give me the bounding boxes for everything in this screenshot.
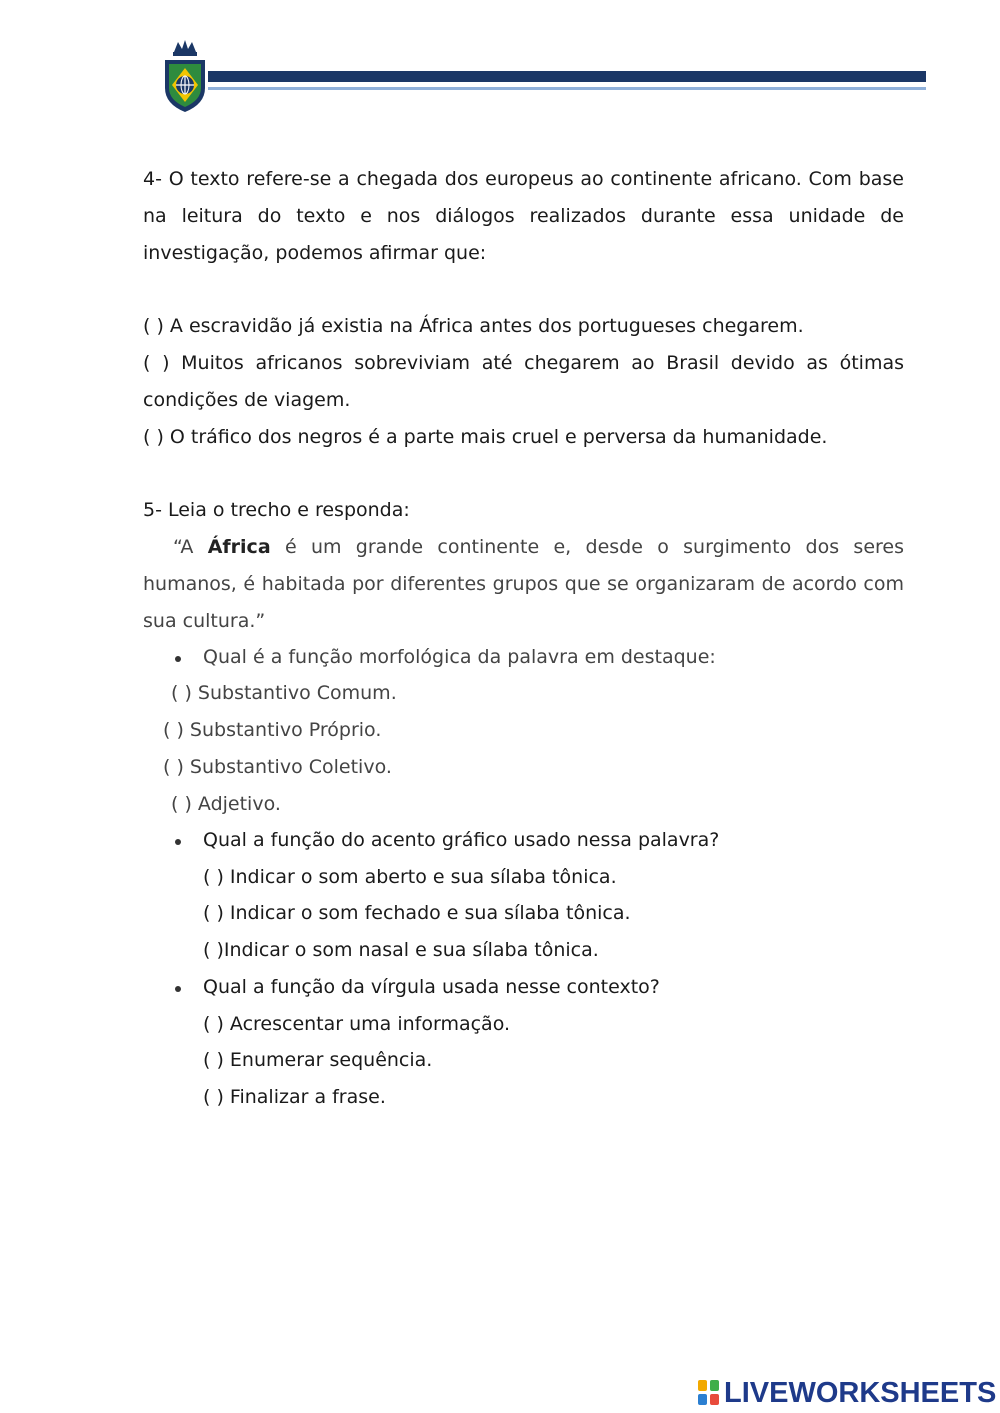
quote-highlight-word: África: [207, 536, 271, 558]
header-bar-light: [208, 87, 926, 90]
page-header: [160, 38, 930, 118]
q5-sub1-option-3[interactable]: ( ) Substantivo Coletivo.: [163, 756, 392, 778]
liveworksheets-grid-icon: [698, 1380, 720, 1406]
quote-start: “A: [173, 536, 208, 558]
q5-sub1-option-4[interactable]: ( ) Adjetivo.: [171, 793, 281, 815]
q5-prompt: 5- Leia o trecho e responda:: [143, 499, 410, 521]
liveworksheets-logo-text: LIVEWORKSHEETS: [724, 1377, 997, 1409]
q5-sub2-option-3[interactable]: ( )Indicar o som nasal e sua sílaba tônica.: [203, 939, 599, 961]
q5-sub1-question: Qual é a função morfológica da palavra em destaque:: [203, 646, 716, 668]
q5-sub1-option-1[interactable]: ( ) Substantivo Comum.: [171, 682, 397, 704]
q5-sub3-question: Qual a função da vírgula usada nesse contexto?: [203, 976, 660, 998]
q5-sub3-option-2[interactable]: ( ) Enumerar sequência.: [203, 1049, 433, 1071]
header-bar-dark: [208, 71, 926, 82]
q5-sub3-option-3[interactable]: ( ) Finalizar a frase.: [203, 1086, 386, 1108]
quote-end: é um grande continente e, desde o surgimento dos seres humanos, é habitada por diferentes grupos que se organizaram de acordo com sua cultura.”: [143, 536, 904, 632]
bullet-icon: [175, 986, 181, 992]
q4-prompt: 4- O texto refere-se a chegada dos europeus ao continente africano. Com base na leitura do texto e nos diálogos realizados durante essa unidade de investigação, podemos afirmar que:: [143, 168, 904, 264]
school-crest-icon: [160, 38, 210, 114]
q4-option-3[interactable]: ( ) O tráfico dos negros é a parte mais cruel e perversa da humanidade.: [143, 426, 828, 448]
bullet-icon: [175, 839, 181, 845]
q5-sub2-option-1[interactable]: ( ) Indicar o som aberto e sua sílaba tônica.: [203, 866, 617, 888]
q5-sub2-option-2[interactable]: ( ) Indicar o som fechado e sua sílaba tônica.: [203, 902, 631, 924]
q5-quote: [143, 529, 904, 640]
q5-sub3-option-1[interactable]: ( ) Acrescentar uma informação.: [203, 1013, 511, 1035]
q5-sub2-question: Qual a função do acento gráfico usado nessa palavra?: [203, 829, 720, 851]
q4-option-2[interactable]: ( ) Muitos africanos sobreviviam até chegarem ao Brasil devido as ótimas condições de viagem.: [143, 352, 904, 411]
q4-option-1[interactable]: ( ) A escravidão já existia na África antes dos portugueses chegarem.: [143, 315, 804, 337]
q5-sub1-option-2[interactable]: ( ) Substantivo Próprio.: [163, 719, 382, 741]
bullet-icon: [175, 656, 181, 662]
